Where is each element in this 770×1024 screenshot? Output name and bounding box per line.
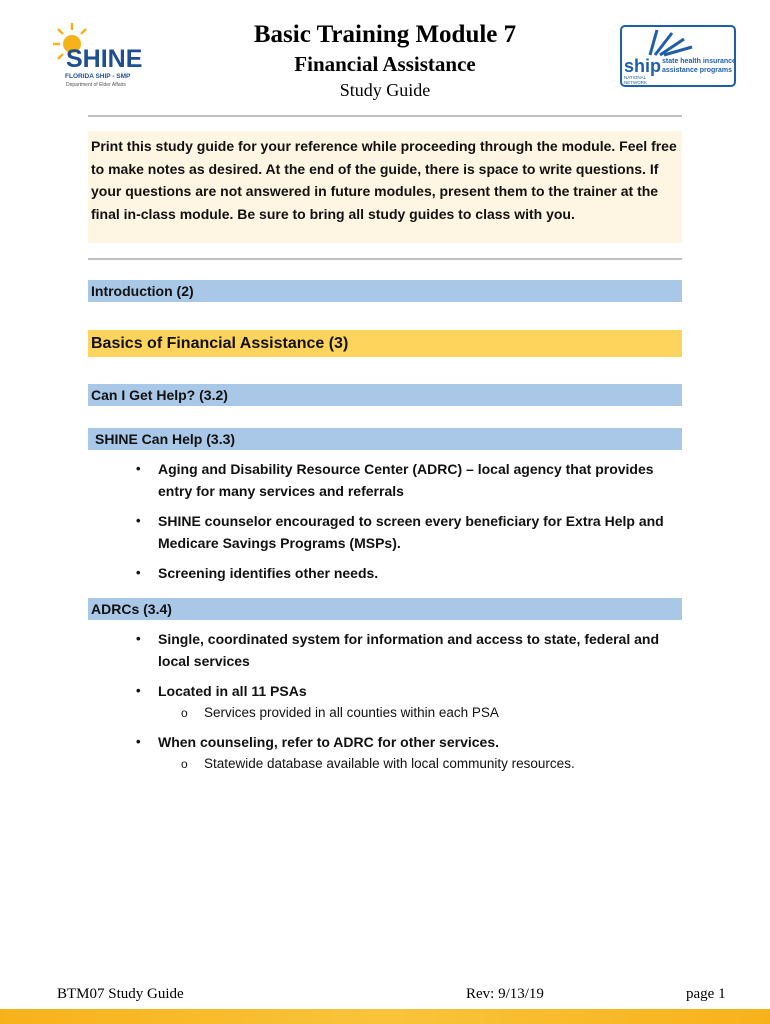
- title-block: [200, 20, 570, 102]
- page-subsubtitle: Study Guide: [339, 80, 431, 100]
- section-adrcs: ADRCs (3.4): [88, 598, 682, 620]
- list-item: • When counseling, refer to ADRC for other services.: [136, 734, 499, 750]
- svg-text:NATIONAL: NATIONAL: [624, 75, 647, 80]
- section-shine-can-help: SHINE Can Help (3.3): [88, 428, 682, 450]
- svg-text:assistance programs: assistance programs: [662, 67, 733, 74]
- ship-logo: [620, 25, 736, 87]
- list-item: • SHINE counselor encouraged to screen every beneficiary for Extra Help and Medicare Savings Programs (MSPs).: [136, 513, 664, 551]
- sub-list-item: o Statewide database available with local community resources.: [181, 756, 575, 771]
- footer-page-number: page 1: [686, 986, 726, 1002]
- list-item: • Aging and Disability Resource Center (ADRC) – local agency that provides entry for many services and referrals: [136, 461, 654, 499]
- shine-help-list: [0, 458, 770, 584]
- divider-top: [88, 115, 682, 117]
- footer-bar: [0, 1009, 770, 1024]
- intro-note: Print this study guide for your reference while proceeding through the module. Feel free to make notes as desired. At the end of the guide, there is space to write questions. If your questions are not answered in future modules, present them to the trainer at the final in-class module. Be sure to bring all study guides to class with you.: [88, 131, 682, 243]
- divider-intro: [88, 258, 682, 260]
- section-basics: Basics of Financial Assistance (3): [88, 330, 682, 357]
- svg-text:NETWORK: NETWORK: [624, 80, 647, 85]
- svg-text:FLORIDA SHIP - SMP: FLORIDA SHIP - SMP: [65, 73, 131, 80]
- list-item: • Single, coordinated system for information and access to state, federal and local services: [136, 631, 660, 669]
- footer-doc-name: BTM07 Study Guide: [57, 986, 184, 1002]
- page-subtitle: Financial Assistance: [294, 52, 476, 76]
- svg-text:ship: ship: [624, 56, 662, 76]
- list-item: • Screening identifies other needs.: [136, 565, 379, 581]
- section-can-i-get-help: Can I Get Help? (3.2): [88, 384, 682, 406]
- list-item: • Located in all 11 PSAs: [136, 683, 307, 699]
- footer-revision: Rev: 9/13/19: [466, 986, 544, 1002]
- page-title: Basic Training Module 7: [253, 21, 517, 48]
- svg-text:state health insurance: state health insurance: [662, 58, 736, 65]
- svg-text:Department of Elder Affairs: Department of Elder Affairs: [66, 82, 126, 88]
- shine-logo: [52, 20, 147, 94]
- shine-logo-text: SHINE: [66, 45, 143, 73]
- adrc-list: [0, 628, 770, 775]
- section-introduction: Introduction (2): [88, 280, 682, 302]
- sub-list-item: o Services provided in all counties within each PSA: [181, 705, 499, 720]
